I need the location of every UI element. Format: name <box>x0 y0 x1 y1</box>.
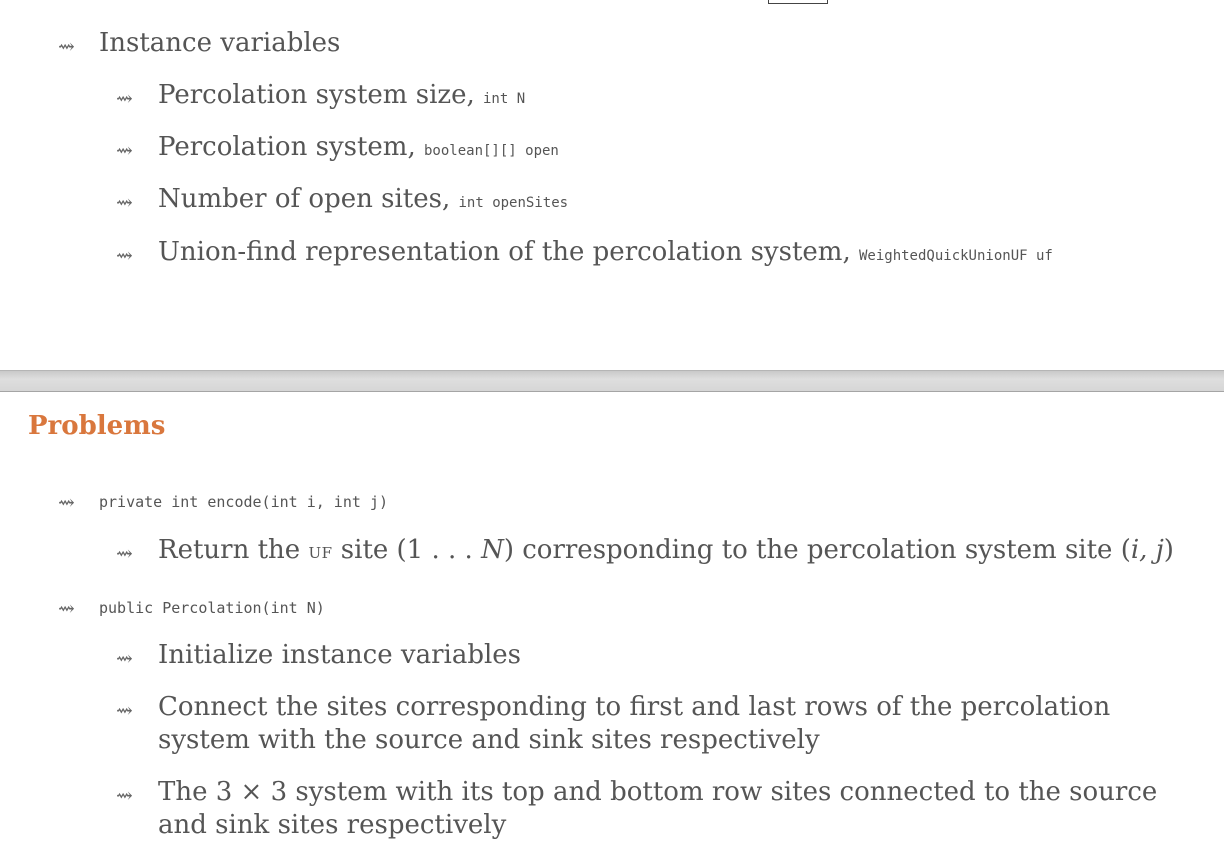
encode-description: Return the UF site (1 . . . N) corresponding to the percolation system site (i, j) <box>158 535 1174 565</box>
list-item: Connect the sites corresponding to first and last rows of the percolation system with the source and sink sites respectively <box>158 692 1111 755</box>
list-item: Number of open sites, int openSites <box>158 184 569 214</box>
code-snippet: int N <box>483 91 526 107</box>
bullet-icon: ⇝ <box>116 86 133 110</box>
constructor-signature: public Percolation(int N) <box>99 599 325 617</box>
list-item: Union-find representation of the percolation system, WeightedQuickUnionUF uf <box>158 237 1053 267</box>
code-snippet: WeightedQuickUnionUF uf <box>858 248 1053 264</box>
uf-abbrev: UF <box>308 544 333 562</box>
list-item: The 3 × 3 system with its top and bottom row sites connected to the source and sink sites respectively <box>158 777 1158 840</box>
slide-separator <box>0 370 1224 392</box>
top-edge-box <box>768 0 828 4</box>
encode-signature: private int encode(int i, int j) <box>99 493 388 511</box>
instance-variables-title: Instance variables <box>99 28 341 58</box>
bullet-icon: ⇝ <box>116 541 133 565</box>
bullet-icon: ⇝ <box>116 138 133 162</box>
bullet-icon: ⇝ <box>116 243 133 267</box>
list-item: Percolation system size, int N <box>158 80 526 110</box>
bullet-icon: ⇝ <box>58 34 75 58</box>
list-item: Percolation system, boolean[][] open <box>158 132 559 162</box>
bullet-icon: ⇝ <box>116 646 133 670</box>
list-item: Initialize instance variables <box>158 640 522 670</box>
bullet-icon: ⇝ <box>116 190 133 214</box>
bullet-icon: ⇝ <box>116 783 133 807</box>
bullet-icon: ⇝ <box>116 698 133 722</box>
code-snippet: boolean[][] open <box>424 143 559 159</box>
bullet-icon: ⇝ <box>58 596 75 620</box>
bullet-icon: ⇝ <box>58 490 75 514</box>
code-snippet: int openSites <box>458 195 569 211</box>
problems-heading: Problems <box>28 411 166 441</box>
